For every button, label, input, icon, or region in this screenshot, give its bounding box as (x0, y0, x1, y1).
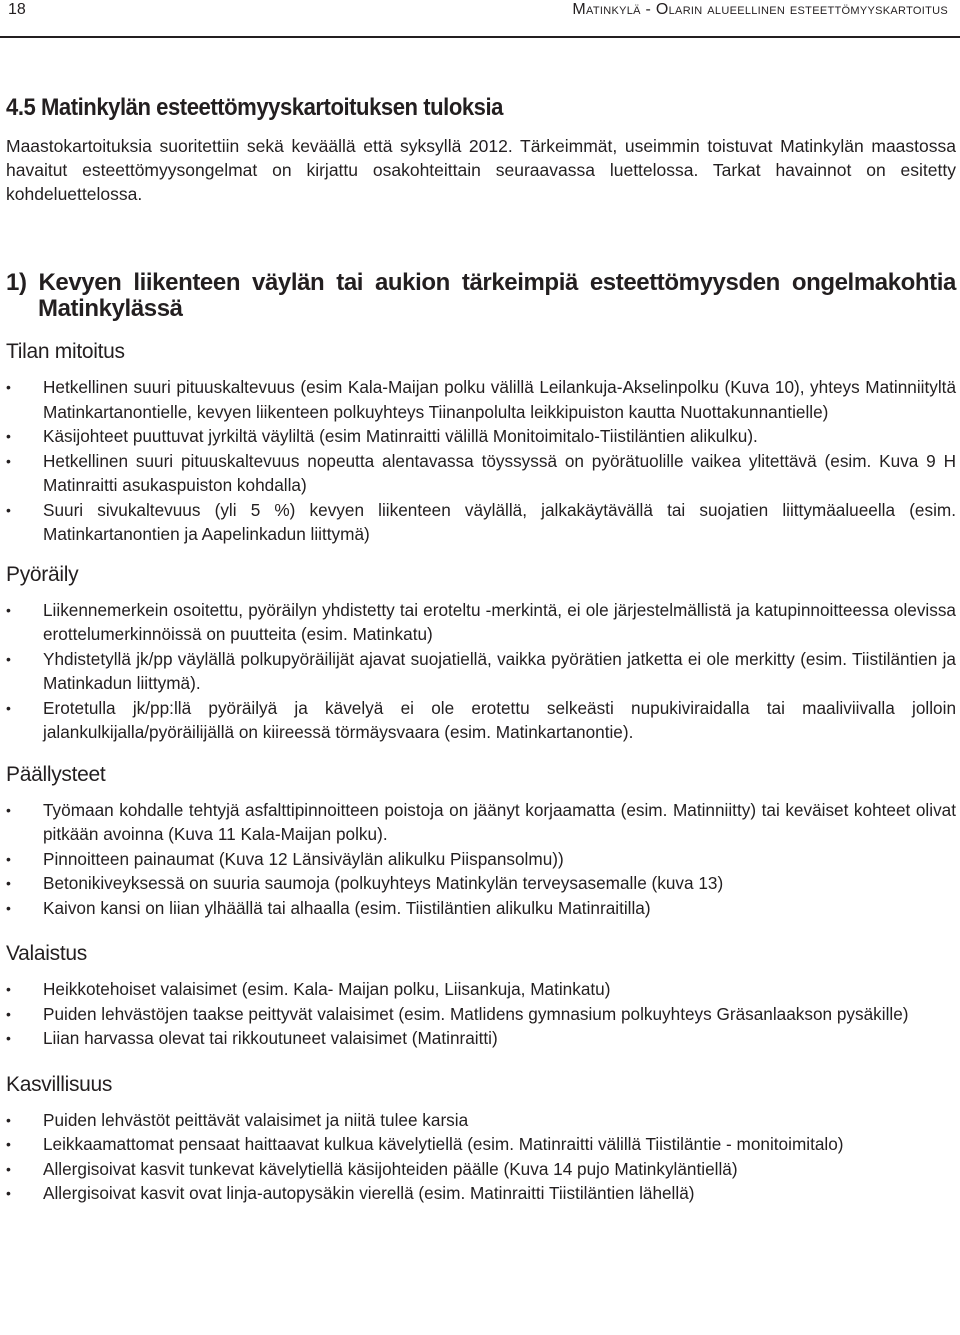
page-header (0, 0, 960, 40)
list-item: • Allergisoivat kasvit ovat linja-autopysäkin vierellä (esim. Matinraitti Tiistiläntien lähellä) (6, 1181, 956, 1206)
list-tilan-mitoitus (6, 375, 956, 547)
bullet-icon: • (6, 801, 11, 818)
bullet-icon: • (6, 1185, 11, 1201)
bullet-icon: • (6, 1136, 11, 1152)
category-title-valaistus: Valaistus (6, 942, 87, 965)
intro-paragraph: Maastokartoituksia suoritettiin sekä keväällä että syksyllä 2012. Tärkeimmät, useimmin toistuvat Matinkylän maastossa havaitut esteettömyysongelmat on kirjattu osakohteittain seuraavassa luettelossa. Tarkat havainnot on esitetty kohdeluettelossa. (6, 136, 956, 204)
list-item: • Käsijohteet puuttuvat jyrkiltä väyliltä (esim Matinraitti välillä Monitoimitalo-Tiistiläntien alikulku). (6, 424, 956, 449)
bullet-icon: • (6, 501, 11, 518)
list-item: • Hetkellinen suuri pituuskaltevuus (esim Kala-Maijan polku välillä Leilankuja-Akselinpolku (Kuva 10), yhteys Matinniityltä Matinkartanontielle, kevyen liikenteen polkuyhteys Tiinanpolulta leikkipuiston kautta Nuottakunnantielle) (6, 377, 956, 422)
list-item: • Pinnoitteen painaumat (Kuva 12 Länsiväylän alikulku Piispansolmu)) (6, 847, 956, 872)
list-item: • Työmaan kohdalle tehtyjä asfalttipinnoitteen poistoja on jäänyt korjaamatta (esim. Matinniitty) tai keväiset kohteet olivat pitkään avoinna (Kuva 11 Kala-Maijan polku). (6, 799, 956, 844)
list-item: • Betonikiveyksessä on suuria saumoja (polkuyhteys Matinkylän terveysasemalle (kuva 13) (6, 871, 956, 896)
bullet-icon: • (6, 875, 11, 891)
bullet-icon: • (6, 452, 11, 469)
running-title: Matinkylä - Olarin alueellinen esteettömyyskartoitus (572, 1, 948, 18)
category-title-pyoraily: Pyöräily (6, 562, 79, 586)
list-item: • Liian harvassa olevat tai rikkoutuneet valaisimet (Matinraitti) (6, 1026, 956, 1051)
list-item: • Liikennemerkein osoitettu, pyöräilyn yhdistetty tai eroteltu -merkintä, ei ole järjestelmällistä ja katupinnoitteessa olevissa erottelumerkinnöissä on puutteita (esim. Matinkatu) (6, 599, 956, 644)
list-item: • Leikkaamattomat pensaat haittaavat kulkua kävelytiellä (esim. Matinraitti välillä Tiistiläntie - monitoimitalo) (6, 1132, 956, 1157)
bullet-icon: • (6, 1005, 11, 1022)
list-item: • Erotetulla jk/pp:llä pyöräilyä ja kävelyä ei ole erotettu selkeästi nupukiviraidalla tai maaliviivalla jolloin jalankulkijalla/pyöräilijällä on kiireessä törmäysvaara (esim. Matinkartanontie). (6, 697, 956, 742)
bullet-icon: • (6, 899, 11, 916)
page-number: 18 (8, 1, 26, 18)
list-item: • Kaivon kansi on liian ylhäällä tai alhaalla (esim. Tiistiläntien alikulku Matinraitilla) (6, 896, 956, 921)
list-valaistus (6, 977, 956, 1051)
list-item: • Puiden lehvästöt peittävät valaisimet ja niitä tulee karsia (6, 1108, 956, 1133)
list-item: • Suuri sivukaltevuus (yli 5 %) kevyen liikenteen väylällä, jalkakäytävällä tai suojatien liittymäalueella (esim. Matinkartanontien ja Aapelinkadun liittymä) (6, 499, 956, 544)
list-pyoraily (6, 598, 956, 745)
list-kasvillisuus (6, 1108, 956, 1206)
list-item: • Allergisoivat kasvit tunkevat kävelytiellä käsijohteiden päälle (Kuva 14 pujo Matinkyläntiellä) (6, 1157, 956, 1182)
bullet-icon: • (6, 1160, 11, 1177)
bullet-icon: • (6, 699, 11, 716)
list-item: • Heikkotehoiset valaisimet (esim. Kala- Maijan polku, Liisankuja, Matinkatu) (6, 977, 956, 1002)
bullet-icon: • (6, 1111, 11, 1128)
bullet-icon: • (6, 1030, 11, 1046)
subsection-heading (6, 270, 956, 296)
bullet-icon: • (6, 981, 11, 997)
category-title-kasvillisuus: Kasvillisuus (6, 1072, 113, 1096)
bullet-icon: • (6, 601, 11, 618)
bullet-icon: • (6, 379, 11, 395)
bullet-icon: • (6, 850, 11, 867)
subsection-heading-line2: Matinkylässä (38, 295, 183, 322)
header-rule (0, 36, 960, 38)
section-heading: 4.5 Matinkylän esteettömyyskartoituksen tuloksia (6, 94, 504, 121)
bullet-icon: • (6, 650, 11, 667)
list-paallysteet (6, 798, 956, 921)
subsection-heading-line1: 1) Kevyen liikenteen väylän tai aukion tärkeimpiä esteettömyysden ongelmakohtia (6, 269, 956, 296)
list-item: • Puiden lehvästöjen taakse peittyvät valaisimet (esim. Matlidens gymnasium polkuyhteys Gräsanlaakson pysäkille) (6, 1002, 956, 1027)
page-content (6, 94, 956, 1206)
list-item: • Yhdistetyllä jk/pp väylällä polkupyöräilijät ajavat suojatiellä, vaikka pyörätien jatketta ei ole merkitty (esim. Tiistiläntien ja Matinkadun liittymä). (6, 648, 956, 693)
bullet-icon: • (6, 428, 11, 444)
list-item: • Hetkellinen suuri pituuskaltevuus nopeutta alentavassa töyssyssä on pyörätuolille vaikea ylitettävä (esim. Kuva 9 H Matinraitti asukaspuiston kohdalla) (6, 450, 956, 495)
category-title-tilan-mitoitus: Tilan mitoitus (6, 340, 125, 363)
category-title-paallysteet: Päällysteet (6, 762, 106, 786)
